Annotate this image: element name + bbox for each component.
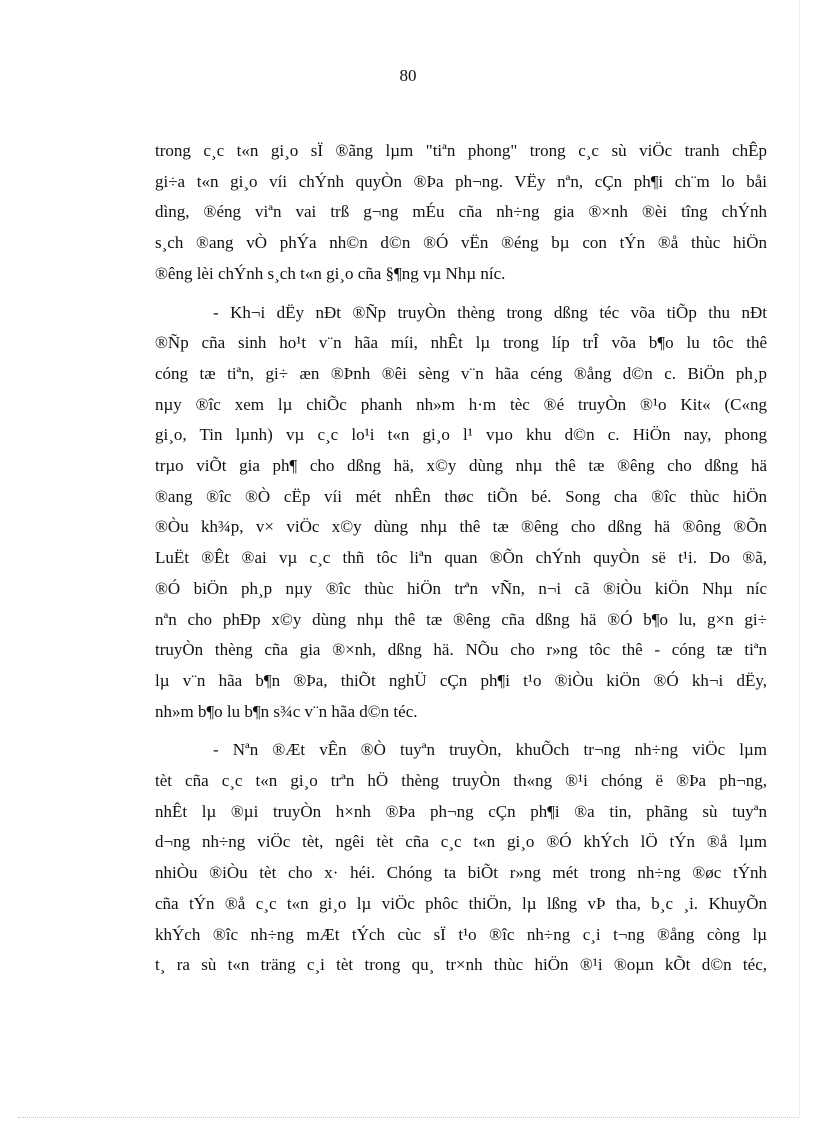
text-line: trong c¸c t«n gi¸o sÏ ®ãng lµm "tiªn phong" trong c¸c sù viÖc tranh chÊp — [155, 141, 767, 160]
text-line: s¸ch ®ang vÒ phÝa nh©n d©n ®Ó vËn ®éng bµ con tÝn ®å thùc hiÖn — [155, 233, 767, 253]
text-line: nhÊt lµ ®µi truyÒn h×nh ®Þa ph¬ng cÇn ph¶i ®a tin, phãng sù tuyªn — [155, 801, 767, 821]
text-line: tèt cña c¸c t«n gi¸o trªn hÖ thèng truyÒn th«ng ®¹i chóng ë ®Þa ph¬ng, — [155, 771, 767, 791]
text-line: d¬ng nh÷ng viÖc tèt, ngêi tèt cña c¸c t«n gi¸o ®Ó khÝch lÖ tÝn ®å lµm — [155, 832, 767, 852]
text-line: trµo viÕt gia ph¶ cho dßng hä, x©y dùng nhµ thê tæ ®êng cho dßng hä — [155, 456, 767, 476]
text-line: nµy ®îc xem lµ chiÕc phanh nh»m h·m tèc ®é truyÒn ®¹o Kit« (C«ng — [155, 394, 767, 414]
text-line: cña tÝn ®å c¸c t«n gi¸o lµ viÖc phôc thiÖn, lµ lßng vÞ tha, b¸c ¸i. KhuyÕn — [155, 893, 767, 913]
text-line: ®êng lèi chÝnh s¸ch t«n gi¸o cña §¶ng vµ Nhµ níc. — [155, 263, 506, 283]
text-line: truyÒn thèng cña gia ®×nh, dßng hä. NÕu cho r»ng tôc thê - cóng tæ tiªn — [155, 640, 767, 660]
text-line: gi¸o, Tin lµnh) vµ c¸c lo¹i t«n gi¸o l¹ vµo khu d©n c. HiÖn nay, phong — [155, 425, 767, 445]
text-line: t¸ ra sù t«n träng c¸i tèt trong qu¸ tr×nh thùc hiÖn ®¹i ®oµn kÕt d©n téc, — [155, 955, 767, 975]
paragraph-3 — [155, 735, 767, 981]
text-line: nhiÒu ®iÒu tèt cho x· héi. Chóng ta biÕt r»ng mét trong nh÷ng ®øc tÝnh — [155, 863, 767, 883]
page-number: 80 — [399, 66, 417, 85]
paragraph-gap — [155, 727, 767, 735]
text-line: ®ang ®îc ®Ò cËp víi mét nhÊn thøc tiÕn bé. Song cha ®îc thùc hiÖn — [155, 486, 767, 506]
text-line: dìng, ®éng viªn vai trß g¬ng mÉu cña nh÷ng gia ®×nh ®èi tîng chÝnh — [155, 202, 767, 222]
paragraph-1 — [155, 136, 767, 290]
text-line: cóng tæ tiªn, gi÷ æn ®Þnh ®êi sèng v¨n hãa céng ®ång d©n c. BiÖn ph¸p — [155, 363, 767, 383]
text-line: ®Ó biÖn ph¸p nµy ®îc thùc hiÖn trªn vÑn, n¬i cã ®iÒu kiÖn Nhµ níc — [155, 578, 767, 598]
page-bottom-border — [18, 1117, 798, 1118]
text-line: nh»m b¶o lu b¶n s¾c v¨n hãa d©n téc. — [155, 701, 418, 721]
text-line: - Kh¬i dËy nÐt ®Ñp truyÒn thèng trong dßng téc võa tiÕp thu nÐt — [213, 302, 767, 322]
text-line: gi÷a t«n gi¸o víi chÝnh quyÒn ®Þa ph¬ng. VËy nªn, cÇn ph¶i ch¨m lo båi — [155, 171, 767, 191]
text-line: lµ v¨n hãa b¶n ®Þa, thiÕt nghÜ cÇn ph¶i t¹o ®iÒu kiÖn ®Ó kh¬i dËy, — [155, 670, 767, 690]
body-text — [155, 136, 767, 981]
text-line: nªn cho phÐp x©y dùng nhµ thê tæ ®êng cña dßng hä ®Ó b¶o lu, g×n gi÷ — [155, 609, 767, 629]
text-line: - Nªn ®Æt vÊn ®Ò tuyªn truyÒn, khuÕch tr¬ng nh÷ng viÖc lµm — [213, 740, 767, 760]
text-line: ®Ñp cña sinh ho¹t v¨n hãa míi, nhÊt lµ trong líp trÎ võa b¶o lu tôc thê — [155, 333, 767, 353]
text-line: LuËt ®Êt ®ai vµ c¸c thñ tôc liªn quan ®Õn chÝnh quyÒn së t¹i. Do ®ã, — [155, 548, 767, 568]
text-line: ®Òu kh¾p, v× viÖc x©y dùng nhµ thê tæ ®êng cho dßng hä ®ông ®Õn — [155, 517, 767, 537]
text-line: khÝch ®îc nh÷ng mÆt tÝch cùc sÏ t¹o ®îc nh÷ng c¸i t¬ng ®ång còng lµ — [155, 924, 767, 944]
page-right-border — [799, 0, 800, 1117]
paragraph-gap — [155, 290, 767, 298]
paragraph-2 — [155, 298, 767, 728]
